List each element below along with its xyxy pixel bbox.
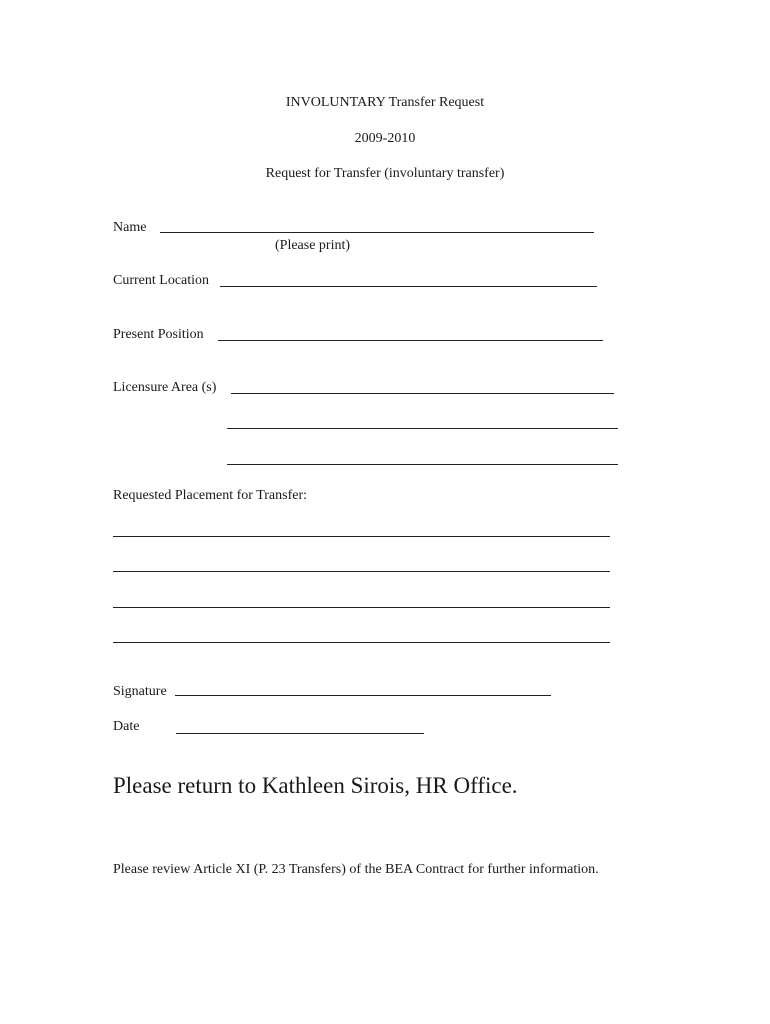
name-field[interactable]	[160, 232, 594, 233]
signature-label: Signature	[113, 684, 167, 699]
current-location-field[interactable]	[220, 286, 597, 287]
licensure-area-field-2[interactable]	[227, 428, 618, 429]
date-field[interactable]	[176, 733, 424, 734]
current-location-label: Current Location	[113, 273, 210, 288]
present-position-field[interactable]	[218, 340, 603, 341]
licensure-area-field-3[interactable]	[227, 464, 618, 465]
requested-placement-label: Requested Placement for Transfer:	[113, 488, 308, 503]
review-notice: Please review Article XI (P. 23 Transfers) of the BEA Contract for further information.	[113, 862, 599, 877]
licensure-area-field-1[interactable]	[231, 393, 614, 394]
requested-placement-field-4[interactable]	[113, 642, 610, 643]
form-year: 2009-2010	[354, 131, 416, 146]
form-title: INVOLUNTARY Transfer Request	[285, 95, 485, 110]
return-notice: Please return to Kathleen Sirois, HR Office.	[113, 773, 518, 798]
form-subtitle: Request for Transfer (involuntary transfer)	[265, 166, 505, 181]
requested-placement-field-3[interactable]	[113, 607, 610, 608]
requested-placement-field-2[interactable]	[113, 571, 610, 572]
signature-field[interactable]	[175, 695, 551, 696]
name-label: Name	[113, 220, 147, 235]
name-hint: (Please print)	[275, 238, 351, 253]
present-position-label: Present Position	[113, 327, 204, 342]
requested-placement-field-1[interactable]	[113, 536, 610, 537]
date-label: Date	[113, 719, 140, 734]
licensure-area-label: Licensure Area (s)	[113, 380, 217, 395]
